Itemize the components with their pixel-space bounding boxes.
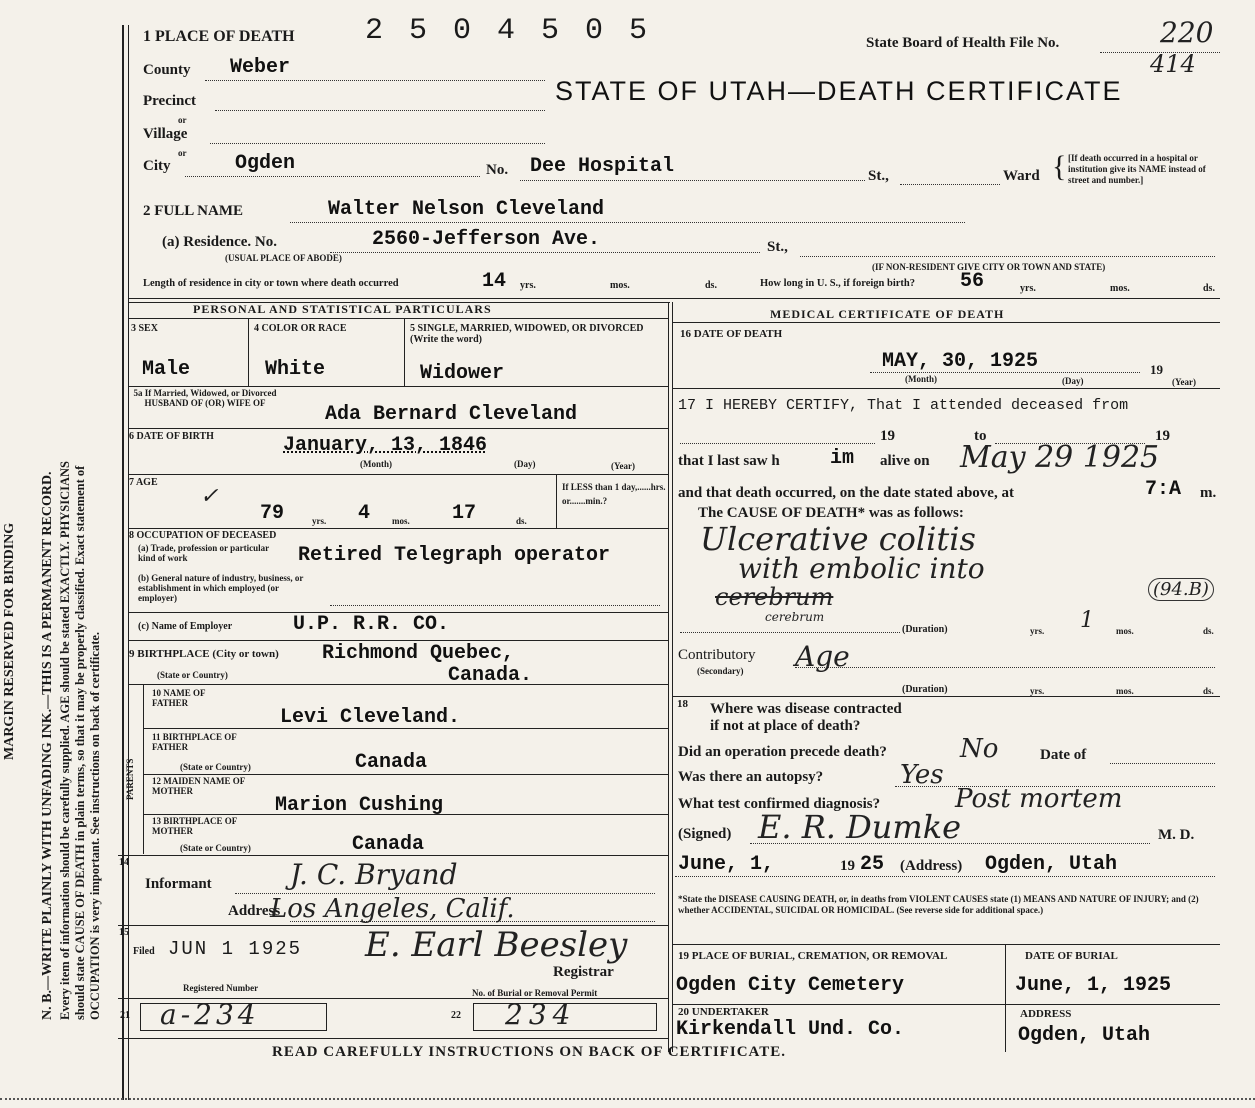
marital-value: Widower (420, 362, 505, 385)
footer-instructions: READ CAREFULLY INSTRUCTIONS ON BACK OF CERTIFICATE. (272, 1044, 787, 1060)
binding-margin-label: MARGIN RESERVED FOR BINDING (2, 522, 17, 760)
informant-address-label: Address (228, 903, 281, 919)
date-of-death: MAY, 30, 1925 (882, 350, 1039, 373)
personal-section-title: PERSONAL AND STATISTICAL PARTICULARS (193, 302, 492, 316)
county-label: County (143, 62, 191, 78)
time-of-death: 7:A (1145, 478, 1182, 501)
last-saw-pronoun: im (830, 447, 855, 470)
hospital-value: Dee Hospital (530, 155, 675, 178)
dob-value: January, 13, 1846 (283, 434, 488, 457)
cause-of-death-line-2: with embolic into (738, 552, 985, 585)
diagnosis-test-answer: Post mortem (955, 784, 1123, 814)
registrar-signature: E. Earl Beesley (365, 925, 628, 965)
instructions-line-2: Every item of information should be carefully supplied. AGE should be stated EXACTLY. PHYSICIANS (58, 461, 72, 1020)
spouse-value: Ada Bernard Cleveland (325, 403, 578, 426)
frame-line (122, 25, 124, 1100)
undertaker-name: Kirkendall Und. Co. (676, 1018, 905, 1041)
employer-value: U.P. R.R. CO. (293, 613, 450, 636)
occupation-value: Retired Telegraph operator (298, 544, 611, 567)
street-label: St., (868, 168, 889, 184)
cause-of-death-line-3: cerebrum (715, 583, 834, 611)
file-number-alt: 414 (1150, 50, 1196, 78)
street-number-label: No. (486, 162, 509, 178)
residence-length-value: 14 (482, 270, 507, 293)
signature-year: 25 (860, 853, 885, 876)
city-label: City (143, 158, 171, 174)
age-months: 4 (358, 502, 371, 525)
duration-value: 1 (1080, 608, 1094, 633)
registered-number: a-234 (160, 998, 260, 1031)
parents-label: PARENTS (125, 758, 135, 800)
burial-place: Ogden City Cemetery (676, 974, 905, 997)
residence-value: 2560-Jefferson Ave. (372, 228, 601, 251)
us-residence-value: 56 (960, 270, 985, 293)
full-name-value: Walter Nelson Cleveland (328, 198, 605, 221)
birthplace-city: Richmond Quebec, (322, 642, 515, 665)
registrar-label: Registrar (553, 964, 614, 980)
burial-permit-number: 234 (505, 998, 577, 1031)
father-name: Levi Cleveland. (280, 706, 461, 729)
cause-code: (94.B) (1148, 578, 1214, 601)
residence-street-label: St., (767, 239, 788, 255)
burial-date: June, 1, 1925 (1015, 974, 1172, 997)
frame-line (128, 25, 129, 1100)
city-value: Ogden (235, 152, 296, 175)
cause-annotation: cerebrum (765, 610, 825, 624)
residence-label: (a) Residence. No. (162, 234, 277, 250)
undertaker-address: Ogden, Utah (1018, 1024, 1151, 1047)
informant-signature: J. C. Bryand (290, 858, 458, 891)
contributory-cause: Age (795, 640, 850, 673)
precinct-label: Precinct (143, 93, 197, 109)
age-years: 79 (260, 502, 285, 525)
full-name-label: 2 FULL NAME (143, 203, 244, 219)
ward-note: [If death occurred in a hospital or institution give its NAME instead of street and number.] (1068, 153, 1206, 185)
place-of-death-label: 1 PLACE OF DEATH (143, 28, 295, 45)
filed-date: JUN 1 1925 (168, 938, 303, 960)
instructions-line-1: N. B.—WRITE PLAINLY WITH UNFADING INK.—THIS IS A PERMANENT RECORD. (40, 471, 55, 1020)
birthplace-country: Canada. (448, 664, 533, 687)
operation-answer: No (960, 734, 999, 764)
us-residence-label: How long in U. S., if foreign birth? (760, 278, 915, 289)
physician-signature: E. R. Dumke (758, 808, 962, 846)
signature-date: June, 1, (678, 853, 775, 876)
informant-label: Informant (145, 876, 212, 892)
medical-section-title: MEDICAL CERTIFICATE OF DEATH (770, 307, 1005, 321)
instructions-line-3: should state CAUSE OF DEATH in plain terms, so that it may be properly classified. Exact statement of (73, 465, 87, 1020)
instructions-line-4: OCCUPATION is very important. See instructions on back of certificate. (88, 631, 102, 1020)
cause-footnote: *State the DISEASE CAUSING DEATH, or, in deaths from VIOLENT CAUSES state (1) MEANS AND NATURE OF INJURY; and (2) whether ACCIDENTAL, SUICIDAL OR HOMICIDAL. (See reverse side for additional space.) (678, 894, 1199, 915)
document-title: STATE OF UTAH—DEATH CERTIFICATE (555, 76, 1123, 106)
autopsy-answer: Yes (900, 760, 944, 790)
residence-length-label: Length of residence in city or town where death occurred (143, 278, 399, 289)
age-check: ✓ (200, 484, 219, 509)
ward-label: Ward (1003, 168, 1040, 184)
sex-value: Male (142, 358, 191, 381)
certificate-number: 2 5 0 4 5 0 5 (365, 14, 652, 48)
county-value: Weber (230, 56, 291, 79)
file-number: 220 (1160, 16, 1214, 49)
mother-name: Marion Cushing (275, 794, 444, 817)
binding-margin (0, 0, 110, 1108)
last-seen-date: May 29 1925 (960, 440, 1160, 475)
race-value: White (265, 358, 326, 381)
village-label: Village (143, 126, 188, 142)
physician-address: Ogden, Utah (985, 853, 1118, 876)
father-birthplace: Canada (355, 751, 428, 774)
mother-birthplace: Canada (352, 833, 425, 856)
age-days: 17 (452, 502, 477, 525)
informant-address: Los Angeles, Calif. (270, 894, 515, 924)
file-number-label: State Board of Health File No. (866, 35, 1060, 51)
cause-of-death-line-1: Ulcerative colitis (700, 520, 976, 558)
certify-statement: 17 I HEREBY CERTIFY, That I attended deceased from (678, 397, 1129, 414)
